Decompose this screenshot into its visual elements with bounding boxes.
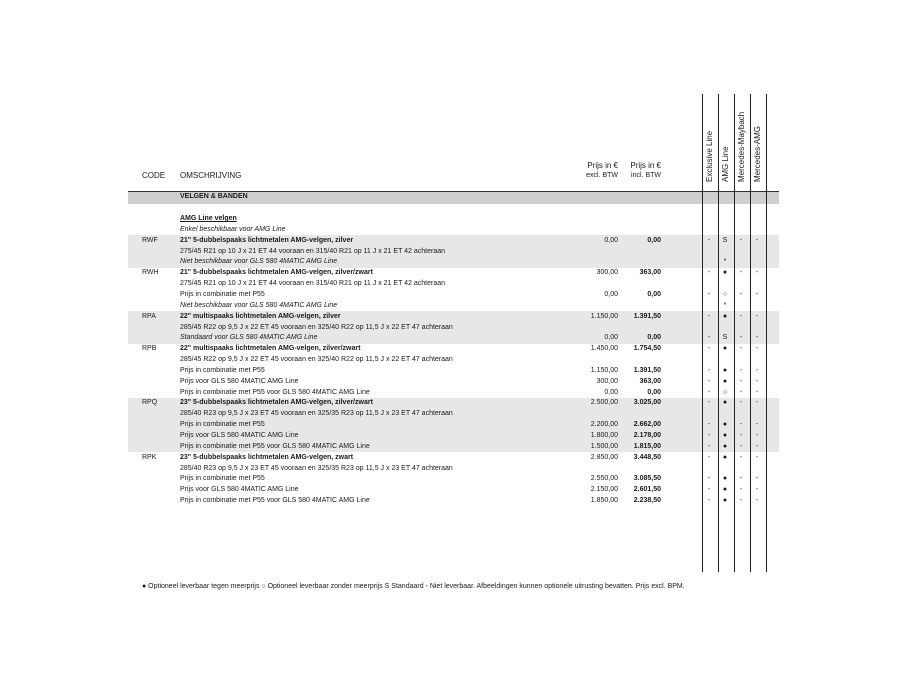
price-excl: 1.850,00: [590, 497, 618, 505]
table-row: [0, 224, 906, 235]
price-excl: 1.450,00: [590, 345, 618, 353]
option-description: Prijs in combinatie met P55 voor GLS 580 4MATIC AMG Line: [180, 388, 370, 396]
availability-mark: -: [739, 290, 743, 298]
table-row: [0, 484, 906, 495]
header-model-amg-line: AMG Line: [721, 146, 730, 182]
price-excl: 0,00: [604, 388, 618, 396]
availability-mark: ○: [722, 290, 728, 298]
header-price-excl: [586, 161, 618, 179]
availability-mark: -: [755, 442, 759, 450]
price-excl: 2.200,00: [590, 421, 618, 429]
availability-mark: ●: [722, 269, 728, 277]
availability-mark: -: [707, 486, 711, 494]
option-code: RWF: [142, 236, 158, 244]
availability-mark: -: [739, 486, 743, 494]
section-title: VELGEN & BANDEN: [180, 193, 248, 200]
option-code: RPQ: [142, 399, 158, 407]
table-row: [0, 343, 906, 354]
option-description: Prijs voor GLS 580 4MATIC AMG Line: [180, 486, 299, 494]
table-row: [0, 441, 906, 452]
option-description: 23" 5-dubbelspaaks lichtmetalen AMG-velgen, zilver/zwart: [180, 399, 373, 407]
availability-mark: ●: [722, 453, 728, 461]
option-description: Enkel beschikbaar voor AMG Line: [180, 225, 286, 233]
header-price-incl-sub: incl. BTW: [631, 172, 661, 179]
price-incl: 1.391,50: [633, 366, 661, 374]
option-description: 285/45 R22 op 9,5 J x 22 ET 45 vooraan en 325/40 R22 op 11,5 J x 22 ET 47 achteraan: [180, 356, 453, 364]
availability-mark: -: [739, 399, 743, 407]
price-excl: 1.500,00: [590, 442, 618, 450]
option-description: Prijs voor GLS 580 4MATIC AMG Line: [180, 377, 299, 385]
availability-mark: -: [707, 334, 711, 342]
table-row: [0, 289, 906, 300]
availability-mark: -: [707, 442, 711, 450]
availability-mark: -: [755, 366, 759, 374]
option-description: Prijs in combinatie met P55: [180, 366, 265, 374]
table-row: [0, 365, 906, 376]
availability-mark: -: [707, 421, 711, 429]
header-price-excl-label: Prijs in €: [587, 161, 618, 170]
table-row: [0, 387, 906, 398]
header-price-incl-label: Prijs in €: [630, 161, 661, 170]
price-incl: 1.754,50: [633, 345, 661, 353]
price-incl: 363,00: [639, 377, 661, 385]
availability-mark: -: [755, 453, 759, 461]
availability-mark: ●: [722, 497, 728, 505]
availability-mark: -: [755, 345, 759, 353]
table-row: [0, 354, 906, 365]
table-row: [0, 267, 906, 278]
price-incl: 2.601,50: [633, 486, 661, 494]
availability-mark: ●: [722, 442, 728, 450]
table-row: [0, 419, 906, 430]
option-code: RPA: [142, 312, 156, 320]
availability-mark: -: [755, 497, 759, 505]
availability-mark: -: [707, 497, 711, 505]
availability-mark: -: [755, 377, 759, 385]
price-excl: 1.800,00: [590, 432, 618, 439]
price-incl: 0,00: [647, 236, 661, 244]
price-incl: 1.815,00: [633, 442, 661, 450]
option-description: Prijs in combinatie met P55: [180, 290, 265, 298]
availability-mark: -: [755, 312, 759, 320]
table-row: [0, 408, 906, 419]
availability-mark: -: [755, 290, 759, 298]
option-description: Prijs in combinatie met P55: [180, 475, 265, 483]
price-incl: 2.178,00: [633, 432, 661, 439]
option-description: 21" 5-dubbelspaaks lichtmetalen AMG-velgen, zilver/zwart: [180, 269, 373, 277]
price-incl: 0,00: [647, 290, 661, 298]
availability-mark: ●: [722, 399, 728, 407]
availability-mark: -: [739, 442, 743, 450]
availability-mark: -: [707, 453, 711, 461]
table-row: [0, 246, 906, 257]
table-row: [0, 311, 906, 322]
header-description: OMSCHRIJVING: [180, 171, 242, 180]
option-description: AMG Line velgen: [180, 215, 237, 222]
availability-mark: -: [739, 377, 743, 385]
availability-mark: ●: [722, 486, 728, 494]
availability-mark: -: [739, 432, 743, 439]
price-incl: 2.662,00: [633, 421, 661, 429]
price-incl: 363,00: [639, 269, 661, 277]
table-row: [0, 278, 906, 289]
table-row: [0, 322, 906, 333]
option-code: RPK: [142, 453, 157, 461]
table-row: [0, 332, 906, 343]
availability-mark: -: [755, 334, 759, 342]
table-row: [0, 213, 906, 224]
availability-mark: ●: [722, 475, 728, 483]
availability-mark: *: [723, 301, 727, 309]
option-code: RPB: [142, 345, 157, 353]
availability-mark: ●: [722, 421, 728, 429]
price-excl: 0,00: [604, 236, 618, 244]
table-row: [0, 463, 906, 474]
availability-mark: ●: [722, 432, 728, 439]
availability-mark: -: [755, 236, 759, 244]
availability-mark: -: [707, 475, 711, 483]
availability-mark: -: [739, 388, 743, 396]
availability-mark: -: [707, 345, 711, 353]
option-description: 21" 5-dubbelspaaks lichtmetalen AMG-velgen, zilver: [180, 236, 354, 244]
price-excl: 2.850,00: [590, 453, 618, 461]
option-description: Prijs voor GLS 580 4MATIC AMG Line: [180, 432, 299, 439]
availability-mark: *: [723, 258, 727, 266]
availability-mark: -: [707, 399, 711, 407]
availability-mark: ●: [722, 377, 728, 385]
availability-mark: -: [739, 475, 743, 483]
table-row: [0, 397, 906, 408]
availability-mark: -: [755, 486, 759, 494]
availability-mark: -: [739, 312, 743, 320]
legend: ● Optioneel leverbaar tegen meerprijs ○ Optioneel leverbaar zonder meerprijs S Standaard - Niet leverbaar. Afbeeldingen kunnen optionele uitrusting bevatten. Prijs excl. BPM.: [142, 583, 685, 590]
availability-mark: -: [739, 334, 743, 342]
availability-mark: -: [707, 377, 711, 385]
header-price-excl-sub: excl. BTW: [586, 172, 618, 179]
availability-mark: -: [739, 269, 743, 277]
option-description: 22" multispaaks lichtmetalen AMG-velgen, zilver: [180, 312, 341, 320]
price-incl: 1.391,50: [633, 312, 661, 320]
availability-mark: S: [722, 334, 728, 342]
availability-mark: -: [755, 269, 759, 277]
availability-mark: ●: [722, 312, 728, 320]
table-row: [0, 452, 906, 463]
header-price-incl: [630, 161, 661, 179]
table-row: [0, 235, 906, 246]
availability-mark: -: [755, 475, 759, 483]
price-incl: 0,00: [647, 334, 661, 342]
table-row: [0, 430, 906, 441]
price-incl: 2.238,50: [633, 497, 661, 505]
availability-mark: -: [707, 366, 711, 374]
availability-mark: -: [707, 312, 711, 320]
availability-mark: -: [739, 366, 743, 374]
option-description: 275/45 R21 op 10 J x 21 ET 44 vooraan en 315/40 R21 op 11 J x 21 ET 42 achteraan: [180, 280, 446, 288]
option-description: Niet beschikbaar voor GLS 580 4MATIC AMG Line: [180, 258, 338, 266]
availability-mark: -: [739, 497, 743, 505]
availability-mark: ●: [722, 366, 728, 374]
availability-mark: -: [707, 388, 711, 396]
option-description: 23" 5-dubbelspaaks lichtmetalen AMG-velgen, zwart: [180, 453, 354, 461]
option-description: Prijs in combinatie met P55 voor GLS 580 4MATIC AMG Line: [180, 442, 370, 450]
price-incl: 0,00: [647, 388, 661, 396]
price-excl: 300,00: [596, 269, 618, 277]
header-model-maybach: Mercedes-Maybach: [737, 111, 746, 182]
option-code: RWH: [142, 269, 159, 277]
availability-mark: ○: [722, 388, 728, 396]
table-row: [0, 495, 906, 506]
option-description: 22" multispaaks lichtmetalen AMG-velgen, zilver/zwart: [180, 345, 361, 353]
availability-mark: -: [739, 421, 743, 429]
option-description: Prijs in combinatie met P55: [180, 421, 265, 429]
availability-mark: -: [707, 236, 711, 244]
header-code: CODE: [142, 171, 166, 180]
option-description: 275/45 R21 op 10 J x 21 ET 44 vooraan en 315/40 R21 op 11 J x 21 ET 42 achteraan: [180, 247, 446, 255]
price-excl: 2.150,00: [590, 486, 618, 494]
table-row: [0, 473, 906, 484]
price-excl: 300,00: [596, 377, 618, 385]
price-excl: 2.550,00: [590, 475, 618, 483]
price-excl: 1.150,00: [590, 366, 618, 374]
table-row: [0, 300, 906, 311]
table-row: [0, 376, 906, 387]
header-model-amg: Mercedes-AMG: [753, 125, 762, 182]
header-model-exclusive-line: Exclusive Line: [705, 130, 714, 182]
option-description: 285/40 R23 op 9,5 J x 23 ET 45 vooraan en 325/35 R23 op 11,5 J x 23 ET 47 achteraan: [180, 410, 453, 418]
price-excl: 2.500,00: [590, 399, 618, 407]
availability-mark: -: [739, 236, 743, 244]
availability-mark: -: [755, 421, 759, 429]
option-description: Standaard voor GLS 580 4MATIC AMG Line: [180, 334, 318, 342]
availability-mark: -: [707, 432, 711, 439]
table-row: [0, 256, 906, 267]
availability-mark: -: [755, 399, 759, 407]
availability-mark: -: [707, 290, 711, 298]
option-description: 285/45 R22 op 9,5 J x 22 ET 45 vooraan en 325/40 R22 op 11,5 J x 22 ET 47 achteraan: [180, 323, 453, 331]
price-excl: 0,00: [604, 290, 618, 298]
availability-mark: -: [739, 345, 743, 353]
option-description: 285/40 R23 op 9,5 J x 23 ET 45 vooraan en 325/35 R23 op 11,5 J x 23 ET 47 achteraan: [180, 464, 453, 472]
price-incl: 3.448,50: [633, 453, 661, 461]
availability-mark: -: [739, 453, 743, 461]
option-description: Niet beschikbaar voor GLS 580 4MATIC AMG Line: [180, 301, 338, 309]
price-excl: 0,00: [604, 334, 618, 342]
availability-mark: -: [755, 388, 759, 396]
price-incl: 3.025,00: [633, 399, 661, 407]
availability-mark: S: [722, 236, 728, 244]
price-excl: 1.150,00: [590, 312, 618, 320]
availability-mark: ●: [722, 345, 728, 353]
option-description: Prijs in combinatie met P55 voor GLS 580 4MATIC AMG Line: [180, 497, 370, 505]
price-incl: 3.085,50: [633, 475, 661, 483]
availability-mark: -: [755, 432, 759, 439]
availability-mark: -: [707, 269, 711, 277]
